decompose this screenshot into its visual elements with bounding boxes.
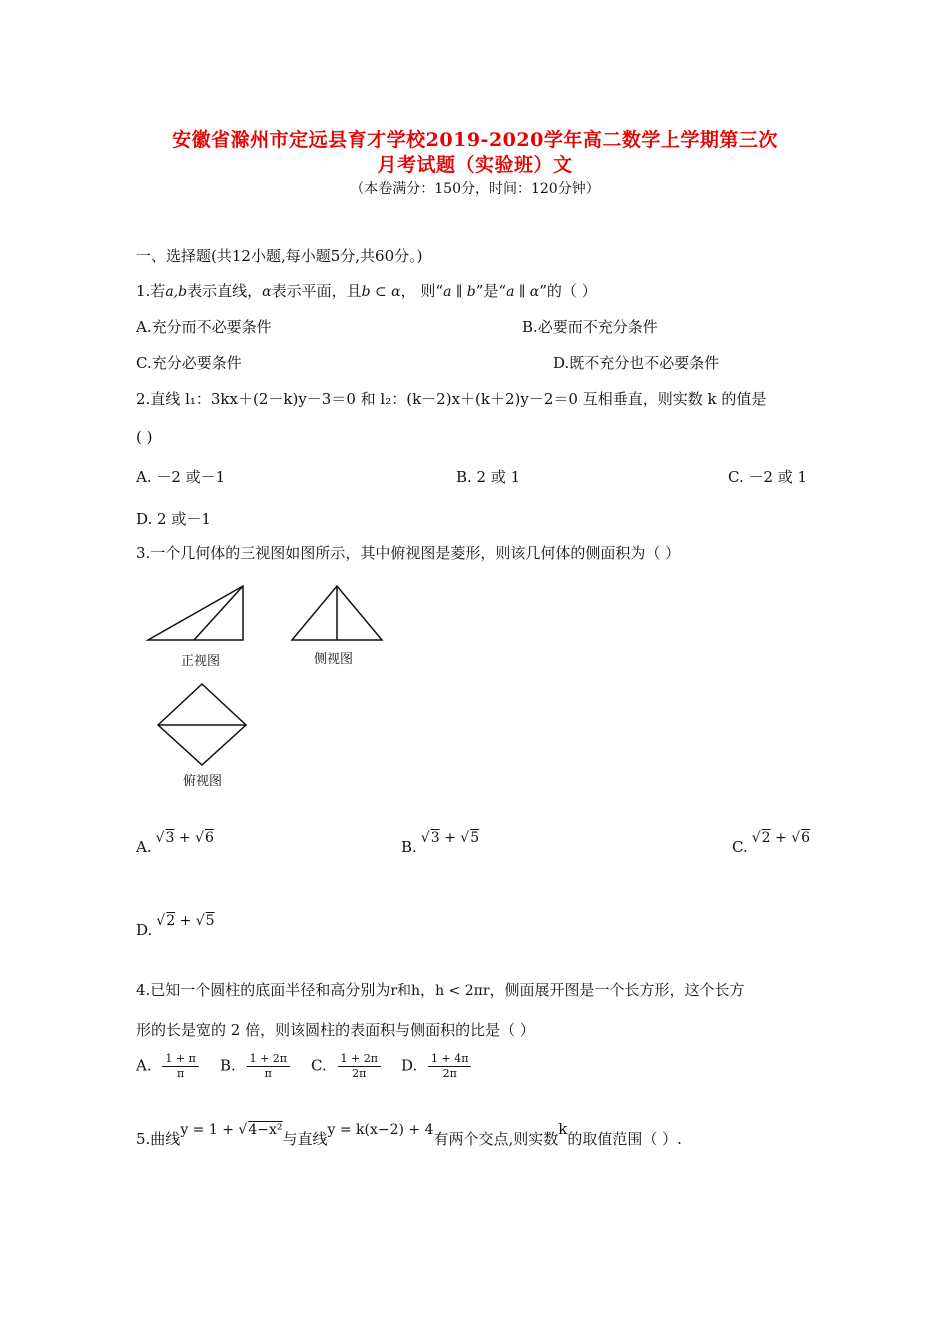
q5-text: 5.曲线 (136, 1130, 181, 1148)
plus-sign: + (775, 830, 787, 846)
q4-option-c (311, 1052, 381, 1081)
three-views-figure (140, 580, 400, 800)
q1-cond2: a ∥ α (506, 284, 540, 300)
q1-text: ”的（ ） (539, 282, 597, 300)
q2-option-c: C. －2 或 1 (728, 468, 808, 486)
question-4-line2: 形的长是宽的 2 倍，则该圆柱的表面积与侧面积的比是（ ） (136, 1021, 535, 1039)
q1-text: 表示直线， (187, 282, 263, 300)
option-label: A. (136, 1056, 152, 1075)
question-5 (136, 1120, 682, 1149)
question-2-line1: 2.直线 l₁：3kx＋(2－k)y－3＝0 和 l₂：(k－2)x＋(k＋2)y－2＝0 互相垂直，则实数 k 的值是 (136, 390, 767, 408)
q1-option-d: D.既不充分也不必要条件 (553, 354, 720, 372)
q5-var-k: k (558, 1120, 568, 1138)
q4-vars: r和h (390, 983, 421, 999)
q3-option-b (401, 830, 480, 856)
option-fraction (247, 1052, 290, 1081)
sqrt-sign: √ (751, 830, 761, 846)
q1-option-c: C.充分必要条件 (136, 354, 242, 372)
denominator: π (177, 1067, 185, 1080)
radicand: 3 (165, 830, 175, 846)
exam-title-line2: 月考试题（实验班）文 (377, 154, 573, 176)
option-expression (156, 830, 214, 846)
option-label: A. (136, 838, 152, 856)
plus-sign: + (179, 913, 192, 929)
q1-option-b: B.必要而不充分条件 (522, 318, 658, 336)
q1-subset: b ⊂ α (361, 284, 401, 300)
numerator: 1 + 2π (338, 1052, 381, 1067)
denominator: 2π (352, 1067, 367, 1080)
q5-text: 与直线 (282, 1130, 328, 1148)
q4-option-a (136, 1052, 199, 1081)
question-2-line2: ( ) (136, 428, 153, 446)
q1-cond1: a ∥ b (443, 284, 476, 300)
top-view (158, 684, 246, 765)
radicand: 6 (205, 830, 214, 846)
radicand: 2 (761, 830, 771, 846)
radicand: 3 (430, 830, 440, 846)
q4-text: 4.已知一个圆柱的底面半径和高分别为 (136, 981, 391, 999)
q2-option-d: D. 2 或－1 (136, 510, 211, 528)
exam-title-line1: 安徽省滁州市定远县育才学校2019-2020学年高二数学上学期第三次 (172, 129, 778, 151)
numerator: 1 + 2π (247, 1052, 290, 1067)
sqrt-sign: √ (195, 830, 205, 846)
option-label: D. (136, 921, 153, 939)
q4-option-d (401, 1052, 471, 1081)
q1-option-a: A.充分而不必要条件 (136, 318, 272, 336)
plus-sign: + (444, 830, 456, 846)
sqrt-sign: √ (791, 830, 801, 846)
caption-side-view: 侧视图 (314, 652, 354, 667)
option-label: B. (401, 838, 417, 856)
option-expression (752, 830, 810, 846)
front-view-triangle (148, 586, 243, 640)
q1-alpha: α (262, 284, 272, 300)
q1-text: 1.若 (136, 282, 166, 300)
q5-text: 的取值范围（ ）. (567, 1130, 682, 1148)
radicand: 5 (205, 913, 215, 929)
q1-text: 表示平面，且 (271, 282, 362, 300)
option-fraction (162, 1052, 198, 1081)
q3-option-d (136, 913, 215, 939)
denominator: π (264, 1067, 272, 1080)
section-heading: 一、选择题(共12小题,每小题5分,共60分。) (136, 247, 423, 265)
q5-line-equation: y = k(x−2) + 4 (327, 1122, 434, 1138)
q5-curve-equation (180, 1122, 282, 1138)
option-expression (156, 913, 214, 929)
side-view (292, 586, 382, 640)
sqrt-sign: √ (238, 1122, 248, 1138)
question-1 (136, 280, 597, 301)
question-4-line1 (136, 979, 745, 1000)
option-fraction (338, 1052, 381, 1081)
option-label: D. (401, 1056, 418, 1075)
option-label: C. (311, 1056, 327, 1075)
q5-curve-lhs: y = 1 + (180, 1122, 239, 1138)
option-fraction (428, 1052, 471, 1081)
sqrt-sign: √ (420, 830, 430, 846)
q4-text: ， (420, 981, 436, 999)
q3-option-c (732, 830, 811, 856)
q4-text: ，侧面展开图是一个长方形，这个长方 (489, 981, 745, 999)
radicand: 5 (470, 830, 480, 846)
sqrt-sign: √ (156, 913, 166, 929)
radicand: 2 (166, 913, 176, 929)
q5-text: 有两个交点,则实数 (433, 1130, 559, 1148)
q1-vars: a,b (165, 284, 188, 300)
option-label: C. (732, 838, 748, 856)
q3-option-a (136, 830, 214, 856)
caption-top-view: 俯视图 (183, 774, 223, 789)
caption-front-view: 正视图 (181, 654, 221, 669)
numerator: 1 + 4π (428, 1052, 471, 1067)
option-expression (421, 830, 479, 846)
q4-condition: h < 2πr (435, 983, 490, 999)
denominator: 2π (442, 1067, 457, 1080)
q5-curve-radicand: 4−x² (248, 1122, 283, 1138)
q4-option-b (220, 1052, 290, 1081)
option-label: B. (220, 1056, 236, 1075)
q2-option-a: A. －2 或－1 (136, 468, 226, 486)
sqrt-sign: √ (195, 913, 205, 929)
q1-text: ”是“ (475, 282, 507, 300)
sqrt-sign: √ (460, 830, 470, 846)
front-view (148, 586, 243, 640)
front-view-inner-line (194, 586, 243, 640)
plus-sign: + (178, 830, 191, 846)
numerator: 1 + π (162, 1052, 198, 1067)
q2-option-b: B. 2 或 1 (456, 468, 521, 486)
sqrt-sign: √ (155, 830, 165, 846)
radicand: 6 (801, 830, 811, 846)
q1-text: ， 则“ (400, 282, 444, 300)
exam-subtitle: （本卷满分：150分，时间：120分钟） (350, 181, 600, 197)
question-3: 3.一个几何体的三视图如图所示，其中俯视图是菱形，则该几何体的侧面积为（ ） (136, 544, 681, 562)
